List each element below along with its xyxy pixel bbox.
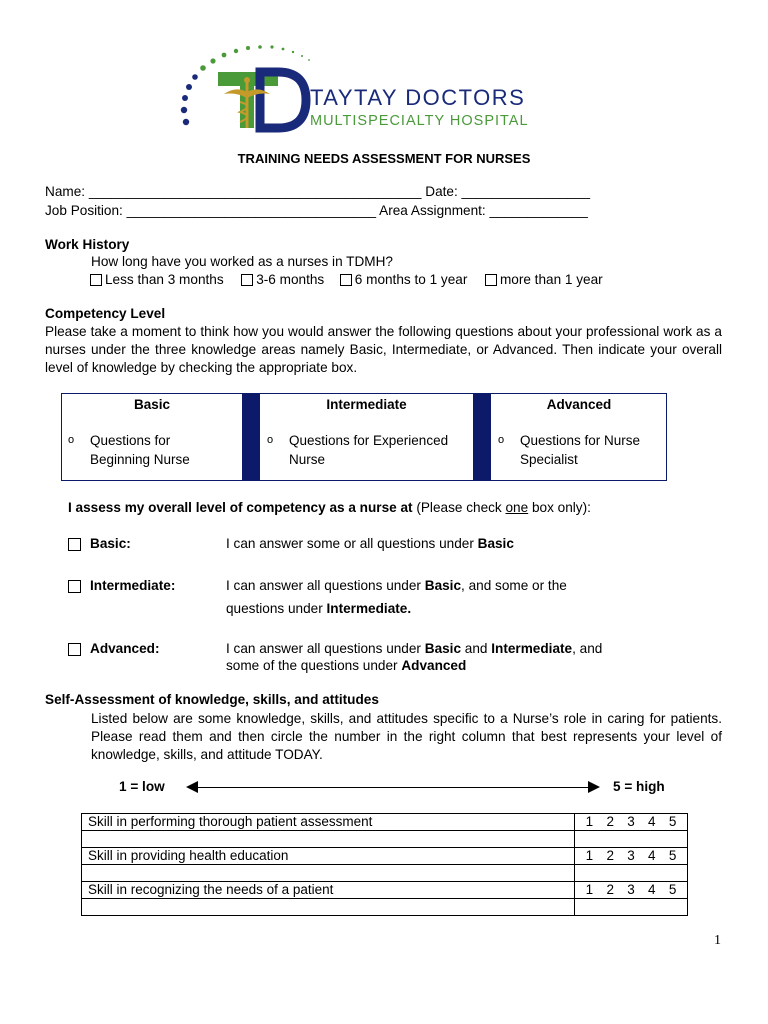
arrow-right-icon [588, 781, 600, 793]
area-label: Area Assignment: [379, 203, 486, 218]
date-field[interactable]: _________________ [461, 184, 591, 199]
basic-checkbox[interactable] [68, 538, 81, 551]
option-6-months-1-year[interactable]: 6 months to 1 year [340, 272, 468, 287]
work-history-question: How long have you worked as a nurses in TDMH? [91, 254, 393, 269]
table-row-spacer [82, 865, 688, 882]
rating-option[interactable]: 1 [585, 882, 594, 897]
rating-option[interactable]: 3 [627, 882, 635, 897]
intermediate-column-head: Intermediate [326, 397, 407, 412]
job-label: Job Position: [45, 203, 123, 218]
intermediate-label: Intermediate: [90, 578, 176, 593]
competency-intro: Please take a moment to think how you would answer the following questions about your professional work as a nurses under the three knowledge areas namely Basic, Intermediate, or Advanced. Then indicate your overall level of knowledge by checking the appropriate box. [45, 324, 722, 375]
work-history-heading: Work History [45, 237, 130, 252]
area-field[interactable]: _____________ [489, 203, 588, 218]
rating-option[interactable]: 4 [648, 848, 656, 863]
checkbox[interactable] [340, 274, 352, 286]
logo-line2: MULTISPECIALTY HOSPITAL [310, 113, 529, 129]
scale-high-label: 5 = high [613, 779, 665, 794]
option-more-1-year[interactable]: more than 1 year [485, 272, 603, 287]
arrow-left-icon [186, 781, 198, 793]
competency-table: Basic Intermediate Advanced o Questions for Beginning Nurse o Questions for Experienced Nurse o Questions for Nurse Specialist [61, 393, 667, 481]
rating-option[interactable]: 5 [668, 848, 677, 863]
basic-label: Basic: [90, 536, 131, 551]
rating-option[interactable]: 4 [648, 882, 656, 897]
advanced-checkbox[interactable] [68, 643, 81, 656]
scale-line [198, 787, 588, 788]
competency-heading: Competency Level [45, 306, 166, 321]
skill-label: Skill in providing health education [82, 848, 575, 865]
checkbox[interactable] [90, 274, 102, 286]
basic-description: I can answer some or all questions under Basic [226, 536, 514, 551]
self-assessment-intro: Listed below are some knowledge, skills, and attitudes specific to a Nurse’s role in caring for patients. Please read them and then circle the number in the right column that best represents your level of knowledge, skills, and attitude TODAY. [91, 711, 722, 762]
name-date-row [45, 184, 590, 199]
hospital-logo [178, 42, 588, 134]
column-divider [473, 394, 491, 480]
page-number: 1 [714, 933, 721, 948]
date-label: Date: [425, 184, 458, 199]
intermediate-description-2: questions under Intermediate. [226, 601, 412, 616]
advanced-description-2: some of the questions under Advanced [226, 658, 467, 673]
skill-label: Skill in performing thorough patient assessment [82, 814, 575, 831]
skill-label: Skill in recognizing the needs of a patient [82, 882, 575, 899]
job-area-row [45, 203, 588, 218]
rating-cell[interactable] [575, 814, 688, 831]
rating-option[interactable]: 3 [627, 848, 635, 863]
self-assessment-heading: Self-Assessment of knowledge, skills, and attitudes [45, 692, 379, 707]
rating-option[interactable]: 2 [606, 848, 614, 863]
table-row [82, 882, 688, 899]
work-history-options [90, 272, 603, 287]
assess-lead: I assess my overall level of competency as a nurse at (Please check one box only): [68, 500, 591, 515]
page-title: TRAINING NEEDS ASSESSMENT FOR NURSES [237, 151, 531, 166]
advanced-description-1: I can answer all questions under Basic and Intermediate, and [226, 641, 603, 656]
rating-option[interactable]: 1 [585, 814, 594, 829]
table-row-spacer [82, 831, 688, 848]
option-less-3-months[interactable]: Less than 3 months [90, 272, 224, 287]
column-divider [242, 394, 260, 480]
table-row-spacer [82, 899, 688, 916]
logo-line1: TAYTAY DOCTORS [310, 85, 526, 110]
logo-emblem-icon [178, 42, 588, 134]
rating-option[interactable]: 5 [668, 814, 677, 829]
checkbox[interactable] [485, 274, 497, 286]
scale-low-label: 1 = low [119, 779, 165, 794]
rating-option[interactable]: 5 [668, 882, 677, 897]
advanced-column-head: Advanced [546, 397, 612, 412]
rating-option[interactable]: 1 [585, 848, 594, 863]
rating-option[interactable]: 2 [606, 882, 614, 897]
rating-cell[interactable] [575, 848, 688, 865]
table-row [82, 814, 688, 831]
rating-option[interactable]: 2 [606, 814, 614, 829]
rating-option[interactable]: 4 [648, 814, 656, 829]
intermediate-checkbox[interactable] [68, 580, 81, 593]
intermediate-description-1: I can answer all questions under Basic, and some or the [226, 578, 567, 593]
name-field[interactable]: ____________________________________________ [88, 184, 422, 199]
checkbox[interactable] [241, 274, 253, 286]
rating-cell[interactable] [575, 882, 688, 899]
skills-table [81, 813, 688, 916]
rating-option[interactable]: 3 [627, 814, 635, 829]
job-field[interactable]: _________________________________ [126, 203, 377, 218]
table-row [82, 848, 688, 865]
basic-column-head: Basic [133, 397, 171, 412]
advanced-label: Advanced: [90, 641, 160, 656]
option-3-6-months[interactable]: 3-6 months [241, 272, 324, 287]
name-label: Name: [45, 184, 86, 199]
